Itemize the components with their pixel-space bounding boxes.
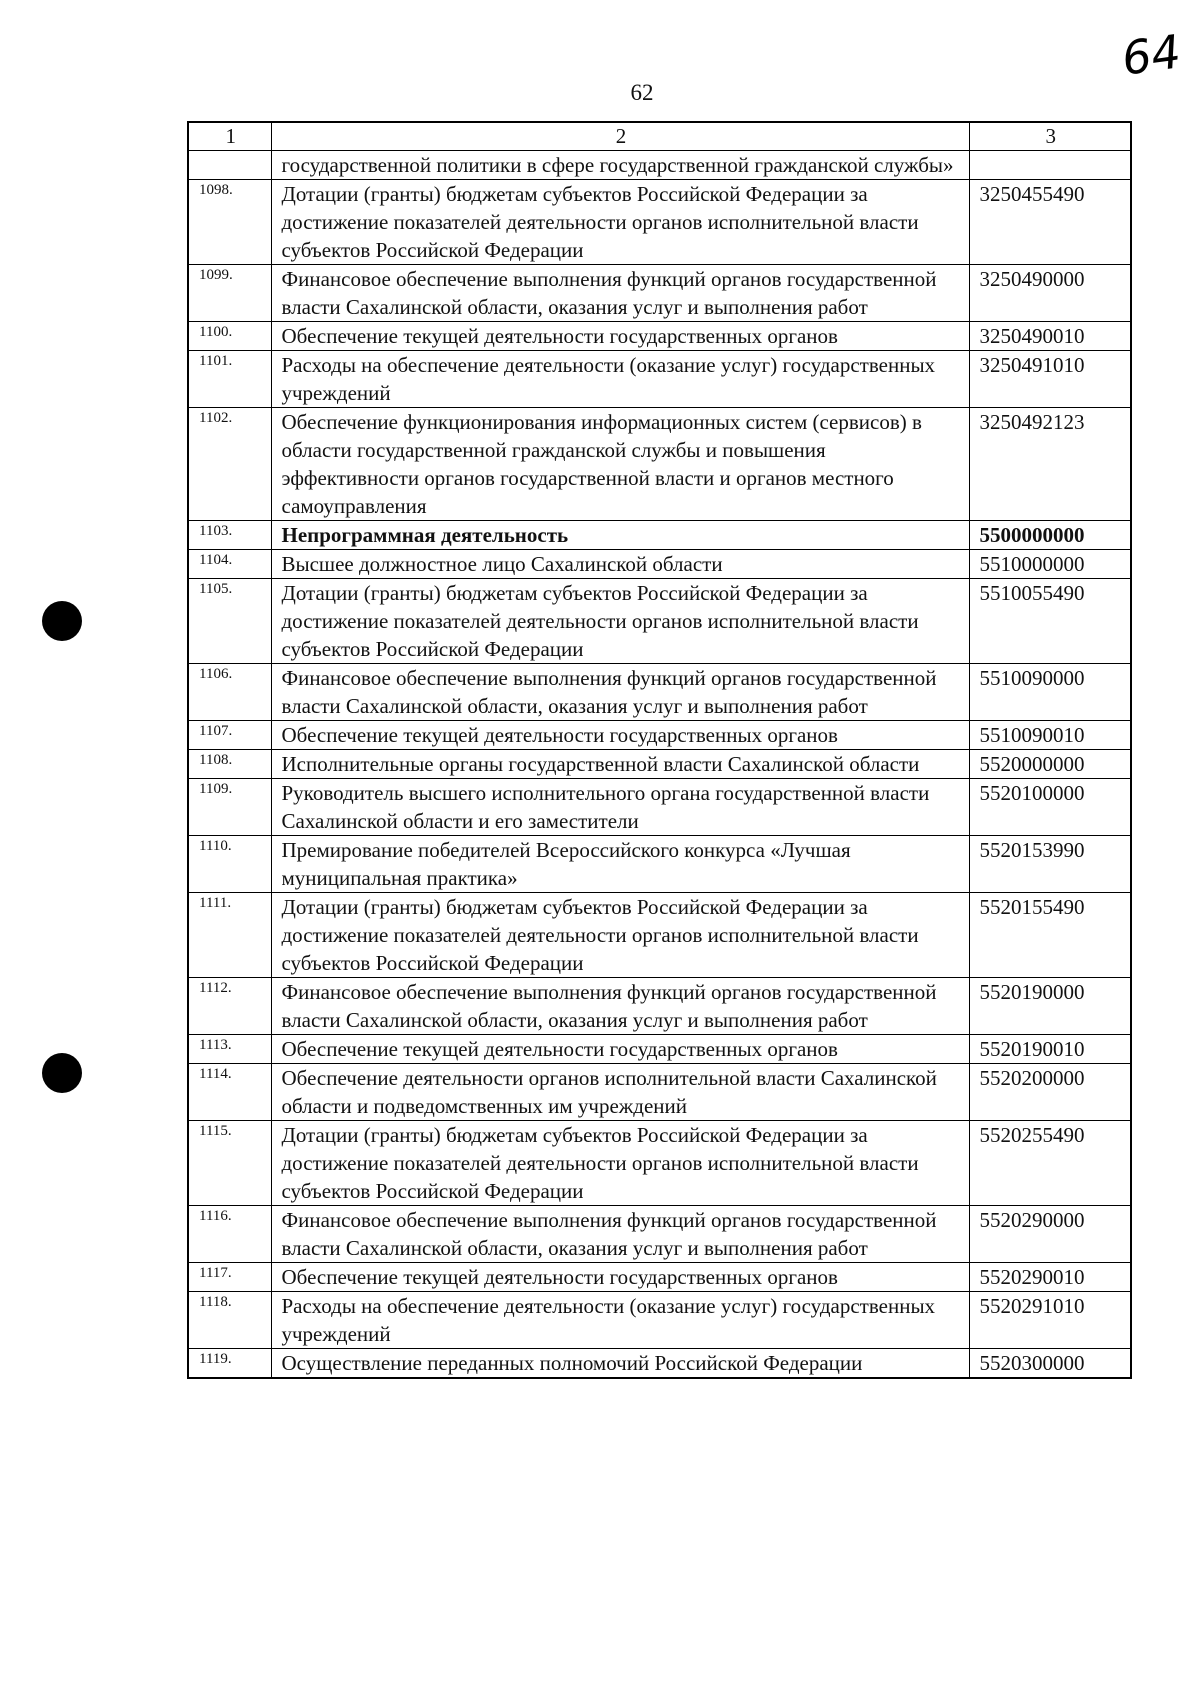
table-row	[188, 779, 1131, 836]
row-number: 1116.	[188, 1206, 271, 1263]
table-row	[188, 1206, 1131, 1263]
row-name: Дотации (гранты) бюджетам субъектов Российской Федерации за достижение показателей деятельности органов исполнительной власти субъектов Российской Федерации	[271, 893, 969, 978]
column-header-name: 2	[271, 122, 969, 151]
row-code: 3250490000	[969, 265, 1131, 322]
table-row	[188, 1121, 1131, 1206]
table-row	[188, 893, 1131, 978]
table-row	[188, 1064, 1131, 1121]
row-code: 5500000000	[969, 521, 1131, 550]
row-code: 3250492123	[969, 408, 1131, 521]
row-name: Обеспечение текущей деятельности государственных органов	[271, 1263, 969, 1292]
row-code: 5520290000	[969, 1206, 1131, 1263]
row-number: 1098.	[188, 180, 271, 265]
row-name: Осуществление переданных полномочий Российской Федерации	[271, 1349, 969, 1379]
table-row	[188, 1263, 1131, 1292]
table-row	[188, 1035, 1131, 1064]
table-row	[188, 664, 1131, 721]
table-row	[188, 579, 1131, 664]
row-number: 1109.	[188, 779, 271, 836]
row-number: 1117.	[188, 1263, 271, 1292]
row-number: 1099.	[188, 265, 271, 322]
row-number: 1107.	[188, 721, 271, 750]
handwritten-page-mark: 64	[1118, 24, 1185, 86]
row-code: 5510055490	[969, 579, 1131, 664]
row-code	[969, 151, 1131, 180]
table-body	[188, 151, 1131, 1379]
row-name: Дотации (гранты) бюджетам субъектов Российской Федерации за достижение показателей деятельности органов исполнительной власти субъектов Российской Федерации	[271, 180, 969, 265]
row-name: Дотации (гранты) бюджетам субъектов Российской Федерации за достижение показателей деятельности органов исполнительной власти субъектов Российской Федерации	[271, 579, 969, 664]
row-number: 1105.	[188, 579, 271, 664]
row-code: 5520190000	[969, 978, 1131, 1035]
row-name: Финансовое обеспечение выполнения функций органов государственной власти Сахалинской области, оказания услуг и выполнения работ	[271, 978, 969, 1035]
row-code: 3250491010	[969, 351, 1131, 408]
row-number: 1113.	[188, 1035, 271, 1064]
row-code: 5520255490	[969, 1121, 1131, 1206]
table-row	[188, 351, 1131, 408]
row-code: 5520153990	[969, 836, 1131, 893]
row-number: 1108.	[188, 750, 271, 779]
table-row	[188, 721, 1131, 750]
row-number: 1106.	[188, 664, 271, 721]
row-number: 1111.	[188, 893, 271, 978]
table-row	[188, 521, 1131, 550]
row-name: Обеспечение деятельности органов исполнительной власти Сахалинской области и подведомственных им учреждений	[271, 1064, 969, 1121]
table-row	[188, 322, 1131, 351]
row-code: 5520290010	[969, 1263, 1131, 1292]
row-number: 1103.	[188, 521, 271, 550]
row-code: 5520200000	[969, 1064, 1131, 1121]
page-number: 62	[630, 80, 654, 105]
row-number	[188, 151, 271, 180]
row-code: 5520155490	[969, 893, 1131, 978]
row-code: 5520291010	[969, 1292, 1131, 1349]
punch-hole	[42, 1053, 82, 1093]
row-code: 5510090000	[969, 664, 1131, 721]
row-name: Дотации (гранты) бюджетам субъектов Российской Федерации за достижение показателей деятельности органов исполнительной власти субъектов Российской Федерации	[271, 1121, 969, 1206]
row-number: 1115.	[188, 1121, 271, 1206]
table-header-row	[188, 122, 1131, 151]
column-header-number: 1	[188, 122, 271, 151]
row-number: 1100.	[188, 322, 271, 351]
table-row	[188, 550, 1131, 579]
row-code: 5520100000	[969, 779, 1131, 836]
row-code: 3250455490	[969, 180, 1131, 265]
row-number: 1118.	[188, 1292, 271, 1349]
row-name: Финансовое обеспечение выполнения функций органов государственной власти Сахалинской области, оказания услуг и выполнения работ	[271, 1206, 969, 1263]
table-row	[188, 1292, 1131, 1349]
row-number: 1119.	[188, 1349, 271, 1379]
row-name: Руководитель высшего исполнительного органа государственной власти Сахалинской области и его заместители	[271, 779, 969, 836]
row-name: Исполнительные органы государственной власти Сахалинской области	[271, 750, 969, 779]
row-name: Финансовое обеспечение выполнения функций органов государственной власти Сахалинской области, оказания услуг и выполнения работ	[271, 265, 969, 322]
row-code: 5510000000	[969, 550, 1131, 579]
row-number: 1101.	[188, 351, 271, 408]
table-row	[188, 408, 1131, 521]
row-code: 5510090010	[969, 721, 1131, 750]
row-name: Высшее должностное лицо Сахалинской области	[271, 550, 969, 579]
row-name: Непрограммная деятельность	[271, 521, 969, 550]
table-row	[188, 180, 1131, 265]
row-name: государственной политики в сфере государственной гражданской службы»	[271, 151, 969, 180]
row-number: 1112.	[188, 978, 271, 1035]
row-name: Финансовое обеспечение выполнения функций органов государственной власти Сахалинской области, оказания услуг и выполнения работ	[271, 664, 969, 721]
row-code: 5520300000	[969, 1349, 1131, 1379]
row-code: 5520000000	[969, 750, 1131, 779]
row-code: 3250490010	[969, 322, 1131, 351]
table-row	[188, 978, 1131, 1035]
row-name: Обеспечение текущей деятельности государственных органов	[271, 322, 969, 351]
budget-classification-table	[187, 121, 1132, 1379]
row-code: 5520190010	[969, 1035, 1131, 1064]
row-number: 1104.	[188, 550, 271, 579]
column-header-code: 3	[969, 122, 1131, 151]
punch-hole	[42, 601, 82, 641]
row-name: Обеспечение функционирования информационных систем (сервисов) в области государственной гражданской службы и повышения эффективности органов государственной власти и органов местного самоуправления	[271, 408, 969, 521]
row-name: Премирование победителей Всероссийского конкурса «Лучшая муниципальная практика»	[271, 836, 969, 893]
row-name: Расходы на обеспечение деятельности (оказание услуг) государственных учреждений	[271, 1292, 969, 1349]
table-row	[188, 1349, 1131, 1379]
table-row	[188, 265, 1131, 322]
row-name: Расходы на обеспечение деятельности (оказание услуг) государственных учреждений	[271, 351, 969, 408]
table-row	[188, 750, 1131, 779]
table-row	[188, 151, 1131, 180]
row-name: Обеспечение текущей деятельности государственных органов	[271, 721, 969, 750]
table-row	[188, 836, 1131, 893]
row-number: 1102.	[188, 408, 271, 521]
row-number: 1110.	[188, 836, 271, 893]
row-name: Обеспечение текущей деятельности государственных органов	[271, 1035, 969, 1064]
row-number: 1114.	[188, 1064, 271, 1121]
